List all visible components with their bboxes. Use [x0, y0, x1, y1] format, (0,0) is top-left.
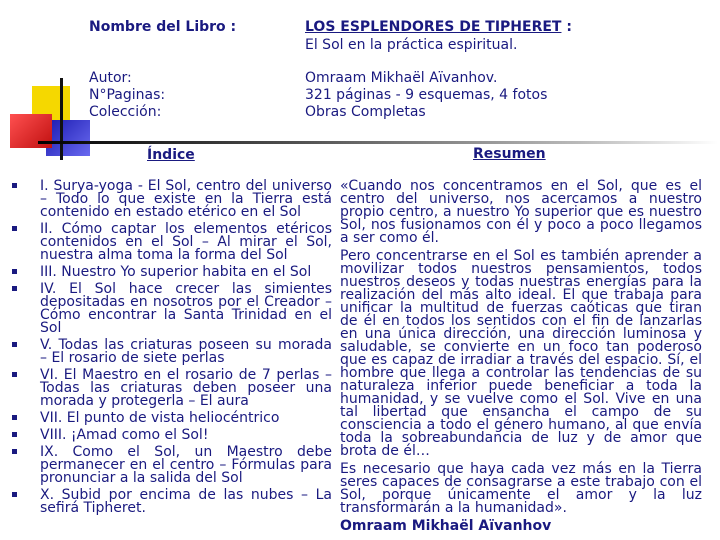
- book-label: Nombre del Libro :: [89, 19, 237, 35]
- book-title-suffix: :: [561, 19, 572, 35]
- collection-value: Obras Completas: [305, 104, 426, 120]
- decor-blue-square: [46, 120, 90, 156]
- index-item: III. Nuestro Yo superior habita en el Sol: [12, 266, 332, 279]
- summary-paragraph: «Cuando nos concentramos en el Sol, que es el centro del universo, nos acercamos a nuestro propio centro, a nuestro Yo superior que es nuestro Sol, nos fusionamos con él y poco a poco llegamos a ser como él.: [340, 178, 702, 246]
- author-value: Omraam Mikhaël Aïvanhov.: [305, 70, 498, 86]
- bullet-icon: [12, 492, 17, 497]
- collection-label: Colección:: [89, 104, 162, 120]
- index-item: VII. El punto de vista heliocéntrico: [12, 412, 332, 425]
- bullet-icon: [12, 432, 17, 437]
- index-heading: Índice: [147, 147, 195, 163]
- bullet-icon: [12, 286, 17, 291]
- separator-line: [38, 141, 718, 144]
- pages-label: N°Paginas:: [89, 87, 166, 103]
- pages-value: 321 páginas - 9 esquemas, 4 fotos: [305, 87, 548, 103]
- summary-paragraph: Pero concentrarse en el Sol es también aprender a movilizar todos nuestros pensamientos, todos nuestros deseos y todas nuestras energías para la realización del más alto ideal. El que trabaja para unificar la multitud de fuerzas caóticas que tiran de él en todos los sentidos con el fin de lanzarlas en una única dirección, una dirección luminosa y saludable, se convierte en un foco tan poderoso que es capaz de irradiar a través del espacio. Sí, el hombre que llega a controlar las tendencias de su naturaleza inferior puede beneficiar a toda la humanidad, y se vuelve como el Sol. Vive en una tal libertad que ensancha el campo de su consciencia a todo el género humano, al que envía toda la sobreabundancia de luz y de amor que brota de él…: [340, 248, 702, 459]
- index-item: VIII. ¡Amad como el Sol!: [12, 429, 332, 442]
- bullet-icon: [12, 342, 17, 347]
- index-item: I. Surya-yoga - El Sol, centro del universo – Todo lo que existe en la Tierra está contenido en estado etérico en el Sol: [12, 180, 332, 219]
- author-label: Autor:: [89, 70, 132, 86]
- bullet-icon: [12, 449, 17, 454]
- book-title: LOS ESPLENDORES DE TIPHERET: [305, 19, 562, 35]
- bullet-icon: [12, 269, 17, 274]
- book-subtitle: El Sol en la práctica espiritual.: [305, 37, 518, 53]
- index-item: IX. Como el Sol, un Maestro debe permanecer en el centro – Fórmulas para pronunciar a la salida del Sol: [12, 446, 332, 485]
- bullet-icon: [12, 183, 17, 188]
- index-item: V. Todas las criaturas poseen su morada – El rosario de siete perlas: [12, 339, 332, 365]
- summary-paragraph: Es necesario que haya cada vez más en la Tierra seres capaces de consagrarse a este trabajo con el Sol, porque únicamente el amor y la luz transformarán a la humanidad».: [340, 461, 702, 516]
- bullet-icon: [12, 415, 17, 420]
- bullet-icon: [12, 372, 17, 377]
- bullet-icon: [12, 226, 17, 231]
- book-title-line: [305, 19, 572, 35]
- index-list: [12, 180, 332, 519]
- summary-signature: Omraam Mikhaël Aïvanhov: [340, 518, 552, 534]
- decor-vertical-line: [60, 78, 63, 160]
- summary-text: [340, 180, 702, 533]
- index-item: IV. El Sol hace crecer las simientes depositadas en nosotros por el Creador – Cómo encontrar la Santa Trinidad en el Sol: [12, 283, 332, 335]
- summary-heading: Resumen: [473, 146, 546, 162]
- index-item: X. Subid por encima de las nubes – La sefirá Tipheret.: [12, 489, 332, 515]
- index-item: VI. El Maestro en el rosario de 7 perlas – Todas las criaturas deben poseer una morada y protegerla – El aura: [12, 369, 332, 408]
- index-item: II. Cómo captar los elementos etéricos contenidos en el Sol – Al mirar el Sol, nuestra alma toma la forma del Sol: [12, 223, 332, 262]
